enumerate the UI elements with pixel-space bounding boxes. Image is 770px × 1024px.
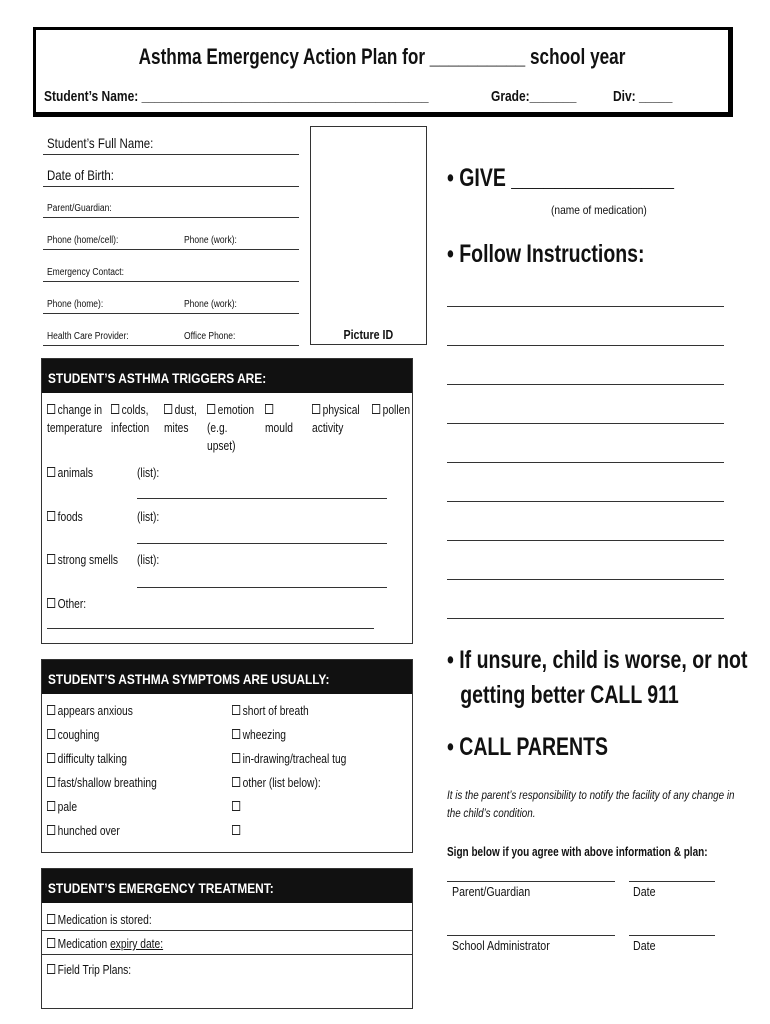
picture-id-label: Picture ID (343, 327, 394, 342)
checkbox[interactable] (47, 404, 55, 414)
symptoms-heading: STUDENT’S ASTHMA SYMPTOMS ARE USUALLY: (42, 660, 412, 694)
dob-field[interactable]: Date of Birth: (43, 158, 299, 187)
symptom-item[interactable] (232, 798, 245, 816)
medication-caption: (name of medication) (551, 203, 647, 217)
symptom-item[interactable]: short of breath (232, 702, 326, 720)
instruction-line[interactable] (447, 501, 724, 502)
page-title: Asthma Emergency Action Plan for __________ school year (138, 44, 626, 69)
checkbox[interactable] (372, 404, 380, 414)
picture-id-box[interactable] (310, 126, 427, 345)
checkbox[interactable] (47, 777, 55, 787)
checkbox[interactable] (47, 554, 55, 564)
checkbox[interactable] (232, 801, 240, 811)
trigger-pollen[interactable]: pollen (372, 401, 418, 419)
checkbox[interactable] (47, 914, 55, 924)
foods-list-line[interactable] (137, 543, 387, 544)
instruction-line[interactable] (447, 384, 724, 385)
checkbox[interactable] (47, 964, 55, 974)
triggers-section (41, 358, 413, 644)
checkbox[interactable] (232, 753, 240, 763)
divider (42, 954, 412, 955)
checkbox[interactable] (232, 777, 240, 787)
phone-row-2[interactable]: Phone (home): Phone (work): (43, 285, 299, 314)
divider (42, 930, 412, 931)
checkbox[interactable] (47, 598, 55, 608)
trigger-physical[interactable]: physical activity (312, 403, 360, 435)
checkbox[interactable] (47, 467, 55, 477)
checkbox[interactable] (47, 753, 55, 763)
grade-field[interactable]: Grade:_______ (491, 88, 577, 105)
other-list-line[interactable] (47, 628, 374, 629)
parent-signature-line[interactable] (447, 881, 615, 882)
checkbox[interactable] (47, 705, 55, 715)
checkbox[interactable] (207, 404, 215, 414)
admin-signature-label: School Administrator (452, 938, 550, 953)
admin-date-label: Date (633, 938, 656, 953)
trigger-colds[interactable]: colds, infection (111, 403, 150, 435)
checkbox[interactable] (232, 825, 240, 835)
instruction-line[interactable] (447, 618, 724, 619)
full-name-field[interactable]: Student’s Full Name: (43, 126, 299, 155)
treatment-heading: STUDENT’S EMERGENCY TREATMENT: (42, 869, 412, 903)
symptom-item[interactable]: wheezing (232, 726, 298, 744)
symptoms-section (41, 659, 413, 853)
parent-responsibility-note: It is the parent’s responsibility to notify the facility of any change in the child’s condition. (447, 788, 735, 820)
phone-row-1[interactable]: Phone (home/cell): Phone (work): (43, 221, 299, 250)
smells-list-label: (list): (137, 553, 160, 567)
follow-instructions: • Follow Instructions: (447, 240, 645, 268)
trigger-dust[interactable]: dust, mites (164, 403, 197, 435)
animals-list-line[interactable] (137, 498, 387, 499)
emergency-contact-field[interactable]: Emergency Contact: (43, 253, 299, 282)
call-911-instruction: • If unsure, child is worse, or not getting better CALL 911 (447, 646, 748, 709)
instruction-line[interactable] (447, 540, 724, 541)
sign-below-text: Sign below if you agree with above information & plan: (447, 845, 708, 859)
parent-date-label: Date (633, 884, 656, 899)
instruction-line[interactable] (447, 345, 724, 346)
instruction-line[interactable] (447, 579, 724, 580)
checkbox[interactable] (232, 705, 240, 715)
student-name-field[interactable]: Student’s Name: ___________________________________________ (44, 88, 429, 105)
checkbox[interactable] (232, 729, 240, 739)
header-box (33, 27, 733, 117)
call-parents-instruction: • CALL PARENTS (447, 733, 609, 761)
medication-stored-field[interactable]: Medication is stored: (47, 911, 175, 929)
symptom-item[interactable]: other (list below): (232, 774, 340, 792)
parent-date-line[interactable] (629, 881, 715, 882)
symptom-item[interactable] (232, 822, 245, 840)
trigger-mould[interactable]: mould (265, 401, 299, 437)
symptom-item[interactable]: difficulty talking (47, 750, 145, 768)
checkbox[interactable] (111, 404, 119, 414)
trigger-temperature[interactable]: change in temperature (47, 403, 103, 435)
parent-signature-label: Parent/Guardian (452, 884, 531, 899)
triggers-heading: STUDENT’S ASTHMA TRIGGERS ARE: (42, 359, 412, 393)
symptom-item[interactable]: coughing (47, 726, 111, 744)
trigger-emotion[interactable]: emotion (e.g. upset) (207, 403, 255, 453)
checkbox[interactable] (47, 938, 55, 948)
checkbox[interactable] (312, 404, 320, 414)
symptom-item[interactable]: pale (47, 798, 84, 816)
checkbox[interactable] (164, 404, 172, 414)
div-field[interactable]: Div: _____ (613, 88, 673, 105)
admin-date-line[interactable] (629, 935, 715, 936)
symptom-item[interactable]: appears anxious (47, 702, 152, 720)
admin-signature-line[interactable] (447, 935, 615, 936)
symptom-item[interactable]: in-drawing/tracheal tug (232, 750, 371, 768)
instruction-line[interactable] (447, 462, 724, 463)
foods-list-label: (list): (137, 510, 160, 524)
trigger-smells[interactable]: strong smells (47, 551, 134, 569)
trigger-foods[interactable]: foods (47, 508, 91, 526)
checkbox[interactable] (47, 511, 55, 521)
trigger-animals[interactable]: animals (47, 464, 103, 482)
field-trip-field[interactable]: Field Trip Plans: (47, 961, 150, 979)
checkbox[interactable] (265, 404, 273, 414)
checkbox[interactable] (47, 825, 55, 835)
parent-field[interactable]: Parent/Guardian: (43, 189, 299, 218)
give-instruction: • GIVE _______________ (447, 164, 674, 192)
trigger-other[interactable]: Other: (47, 595, 95, 613)
animals-list-label: (list): (137, 466, 160, 480)
instruction-line[interactable] (447, 306, 724, 307)
medication-expiry-field[interactable]: Medication expiry date: (47, 935, 189, 953)
smells-list-line[interactable] (137, 587, 387, 588)
checkbox[interactable] (47, 729, 55, 739)
checkbox[interactable] (47, 801, 55, 811)
provider-row[interactable]: Health Care Provider: Office Phone: (43, 317, 299, 346)
instruction-line[interactable] (447, 423, 724, 424)
treatment-section (41, 868, 413, 1009)
symptom-item[interactable]: fast/shallow breathing (47, 774, 181, 792)
symptom-item[interactable]: hunched over (47, 822, 136, 840)
